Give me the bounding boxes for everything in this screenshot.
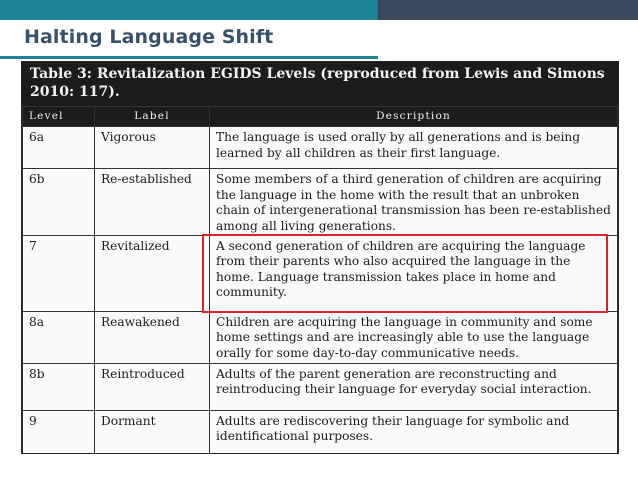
table-row <box>23 364 618 411</box>
description-cell: Some members of a third generation of children are acquiring the language in the home with the result that an unbroken chain of intergenerational transmission has been re-established among all living generations. <box>210 169 618 236</box>
header-dark-bar <box>378 0 638 20</box>
description-cell: Adults are rediscovering their language for symbolic and identificational purposes. <box>210 411 618 454</box>
header-accent-bar <box>0 0 378 20</box>
description-cell: Adults of the parent generation are reconstructing and reintroducing their language for everyday social interaction. <box>210 364 618 411</box>
header-level: Level <box>23 107 95 127</box>
level-cell: 8b <box>23 364 95 411</box>
description-cell: Children are acquiring the language in community and some home settings and are increasingly able to use the language orally for some day-to-day communicative needs. <box>210 312 618 364</box>
table-row <box>23 127 618 169</box>
label-cell: Vigorous <box>95 127 210 169</box>
table-row <box>23 169 618 236</box>
table-row <box>23 411 618 454</box>
table-caption: Table 3: Revitalization EGIDS Levels (reproduced from Lewis and Simons 2010: 117). <box>22 62 618 106</box>
table-header-row <box>23 107 618 127</box>
label-cell: Re-established <box>95 169 210 236</box>
label-cell: Revitalized <box>95 236 210 312</box>
level-cell: 6a <box>23 127 95 169</box>
title-underline <box>0 56 378 59</box>
label-cell: Dormant <box>95 411 210 454</box>
highlight-box <box>202 234 608 313</box>
level-cell: 7 <box>23 236 95 312</box>
description-cell: A second generation of children are acquiring the language from their parents who also acquired the language in the home. Language transmission takes place in home and community. <box>210 236 618 312</box>
header-description: Description <box>210 107 618 127</box>
level-cell: 9 <box>23 411 95 454</box>
label-cell: Reintroduced <box>95 364 210 411</box>
level-cell: 6b <box>23 169 95 236</box>
slide-title: Halting Language Shift <box>24 26 274 48</box>
header-label: Label <box>95 107 210 127</box>
level-cell: 8a <box>23 312 95 364</box>
description-cell: The language is used orally by all generations and is being learned by all children as their first language. <box>210 127 618 169</box>
label-cell: Reawakened <box>95 312 210 364</box>
table-row <box>23 312 618 364</box>
